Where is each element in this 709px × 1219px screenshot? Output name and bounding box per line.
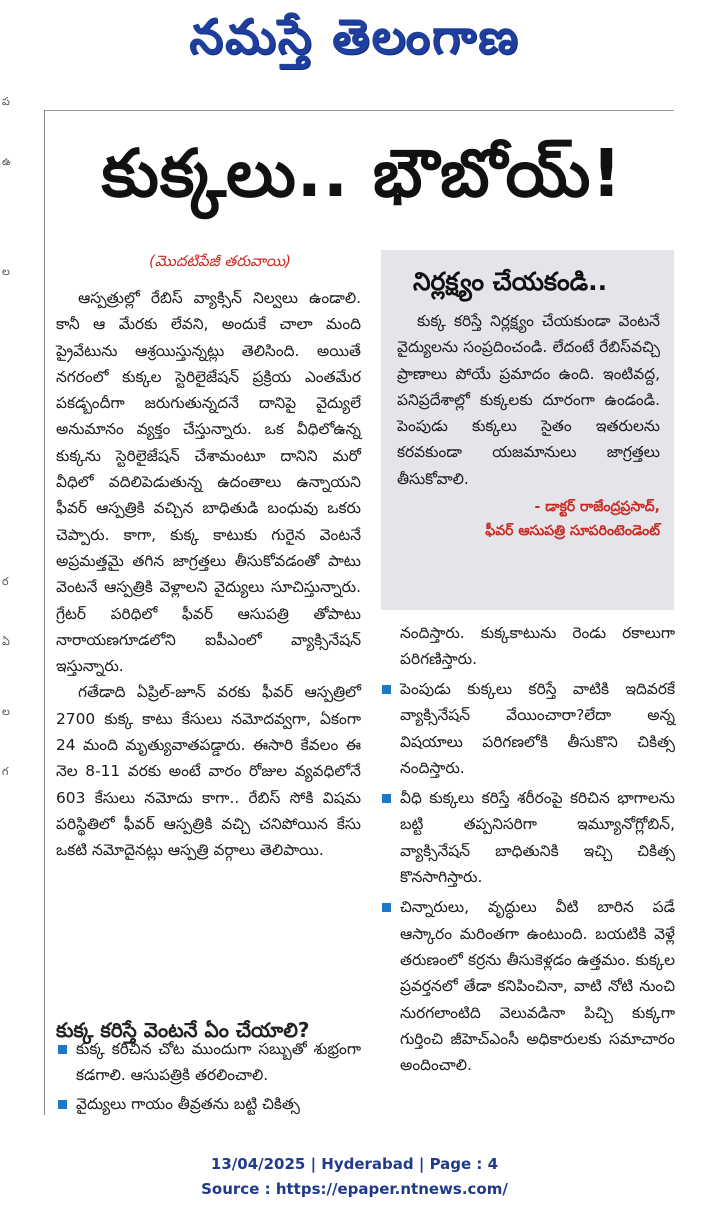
bullet-list-right: [380, 676, 675, 1082]
left-strip-char: ఏ: [2, 635, 10, 648]
right-continuation-text: నందిస్తారు. కుక్కకాటును రెండు రకాలుగా పరిగణిస్తారు.: [400, 624, 675, 669]
box-title: నిర్లక్ష్యం చేయకండి..: [413, 267, 608, 296]
bullet-item: వీధి కుక్కలు కరిస్తే శరీరంపై కరిచిన భాగాలను బట్టి తప్పనిసరిగా ఇమ్యూనోగ్లోబిన్, వ్యాక్సినేషన్ బాధితునికి ఇచ్చి చికిత్స కొనసాగిస్తారు.: [380, 785, 675, 890]
bullet-item: వైద్యులు గాయం తీవ్రతను బట్టి చికిత్స: [56, 1091, 361, 1117]
top-rule: [44, 110, 674, 111]
left-strip-char: గ: [2, 765, 9, 778]
article-headline: కుక్కలు.. భౌబోయ్!: [101, 135, 623, 212]
box-author-name: - డాక్టర్ రాజేంద్రప్రసాద్,: [534, 499, 660, 516]
article-paragraph: ఆస్పత్రుల్లో రేబిస్ వ్యాక్సిన్ నిల్వలు ఉండాలి. కానీ ఆ మేరకు లేవని, అందుకే చాలా మంది ప్రైవేటును ఆశ్రయిస్తున్నట్లు తెలిసింది. అయితే నగరంలో కుక్కల స్టెరిలైజేషన్ ప్రక్రియ ఎంతమేర పకడ్బందీగా జరుగుతున్నదనే దానిపై వైద్యులే అనుమానం వ్యక్తం చేస్తున్నారు. ఒక వీధిలోఉన్న కుక్కను స్టెరిలైజేషన్ చేశామంటూ దానిని మరో వీధిలో వదిలిపెడుతున్న ఉదంతాలు ఉన్నాయని ఫీవర్ ఆస్పత్రికి వచ్చిన బాధితుడి బంధువు ఒకరు చెప్పారు. కాగా, కుక్క కాటుకు గురైన వెంటనే అప్రమత్తమై తగిన జాగ్రత్తలు తీసుకోవడంతో పాటు వెంటనే ఆస్పత్రికి వెళ్లాలని వైద్యులు సూచిస్తున్నారు. గ్రేటర్ పరిధిలో ఫీవర్ ఆసుపత్రి తోపాటు నారాయణగూడలోని ఐపీఎంలో వ్యాక్సినేషన్ ఇస్తున్నారు.: [56, 289, 361, 676]
section-subhead: కుక్క కరిస్తే వెంటనే ఏం చేయాలి?: [56, 1018, 310, 1042]
box-body: కుక్క కరిస్తే నిర్లక్ష్యం చేయకుండా వెంటనే వైద్యులను సంప్రదించండి. లేదంటే రేబిస్‌వచ్చి ప్రాణాలు పోయే ప్రమాదం ఉంది. ఇంటివద్ద, పనిప్రదేశాల్లో కుక్కలకు దూరంగా ఉండండి. పెంపుడు కుక్కలు సైతం ఇతరులను కరవకుండా యజమానులు జాగ్రత్తలు తీసుకోవాలి.: [397, 312, 660, 488]
bullet-list-left: [56, 1036, 361, 1119]
margin-line: [44, 110, 45, 1115]
box-author-title: ఫీవర్ ఆసుపత్రి సూపరింటెండెంట్: [485, 523, 660, 540]
bullet-item: కుక్క కరిచిన చోట ముందుగా సబ్బుతో శుభ్రంగా కడగాలి. ఆసుపత్రికి తరలించాలి.: [56, 1036, 361, 1089]
article-column-right: [400, 620, 675, 673]
article-paragraph: గతేడాది ఏప్రిల్-జూన్ వరకు ఫీవర్ ఆస్పత్రిలో 2700 కుక్క కాటు కేసులు నమోదవ్వగా, ఏకంగా 24 మంది మృత్యువాతపడ్డారు. ఈసారి కేవలం ఈ నెల 8-11 వరకు అంటే వారం రోజుల వ్యవధిలోనే 603 కేసులు నమోదు కాగా.. రేబిస్ సోకి విషమ పరిస్థితిలో ఫీవర్ ఆస్పత్రికి వచ్చి చనిపోయిన కేసు ఒకటి నమోదైనట్లు ఆస్పత్రి వర్గాలు తెలిపాయి.: [56, 683, 361, 860]
sidebar-box: [381, 250, 674, 610]
article-column-left: [56, 285, 361, 864]
left-strip-char: ల: [2, 705, 10, 718]
left-strip: [0, 95, 16, 795]
bullet-item: చిన్నారులు, వృద్ధులు వీటి బారిన పడే ఆస్కారం మరింతగా ఉంటుంది. బయటికి వెళ్లే తరుణంలో కర్రను తీసుకెళ్లడం ఉత్తమం. కుక్కల ప్రవర్తనలో తేడా కనిపించినా, వాటి నోటి నుంచి నురగలాంటిది వెలువడినా పిచ్చి కుక్కగా గుర్తించి జీహెచ్ఎంసీ అధికారులకు సమాచారం అందించాలి.: [380, 894, 675, 1078]
footer-date-line: 13/04/2025 | Hyderabad | Page : 4: [210, 1155, 499, 1173]
bullet-item: పెంపుడు కుక్కలు కరిస్తే వాటికి ఇదివరకే వ్యాక్సినేషన్ వేయించారా?లేదా అన్న విషయాలు పరిగణలోకి తీసుకొని చికిత్స నందిస్తారు.: [380, 676, 675, 781]
left-strip-char: ల: [2, 265, 10, 278]
left-strip-char: ఉ: [2, 155, 11, 168]
masthead-title: నమస్తే తెలంగాణ: [189, 9, 520, 65]
footer-source-line: Source : https://epaper.ntnews.com/: [201, 1180, 508, 1198]
page-footer: [0, 1152, 709, 1202]
continued-note: (మొదటిపేజీ తరువాయి): [148, 252, 292, 270]
left-strip-char: ప: [2, 95, 10, 108]
left-strip-char: ర: [2, 575, 9, 588]
